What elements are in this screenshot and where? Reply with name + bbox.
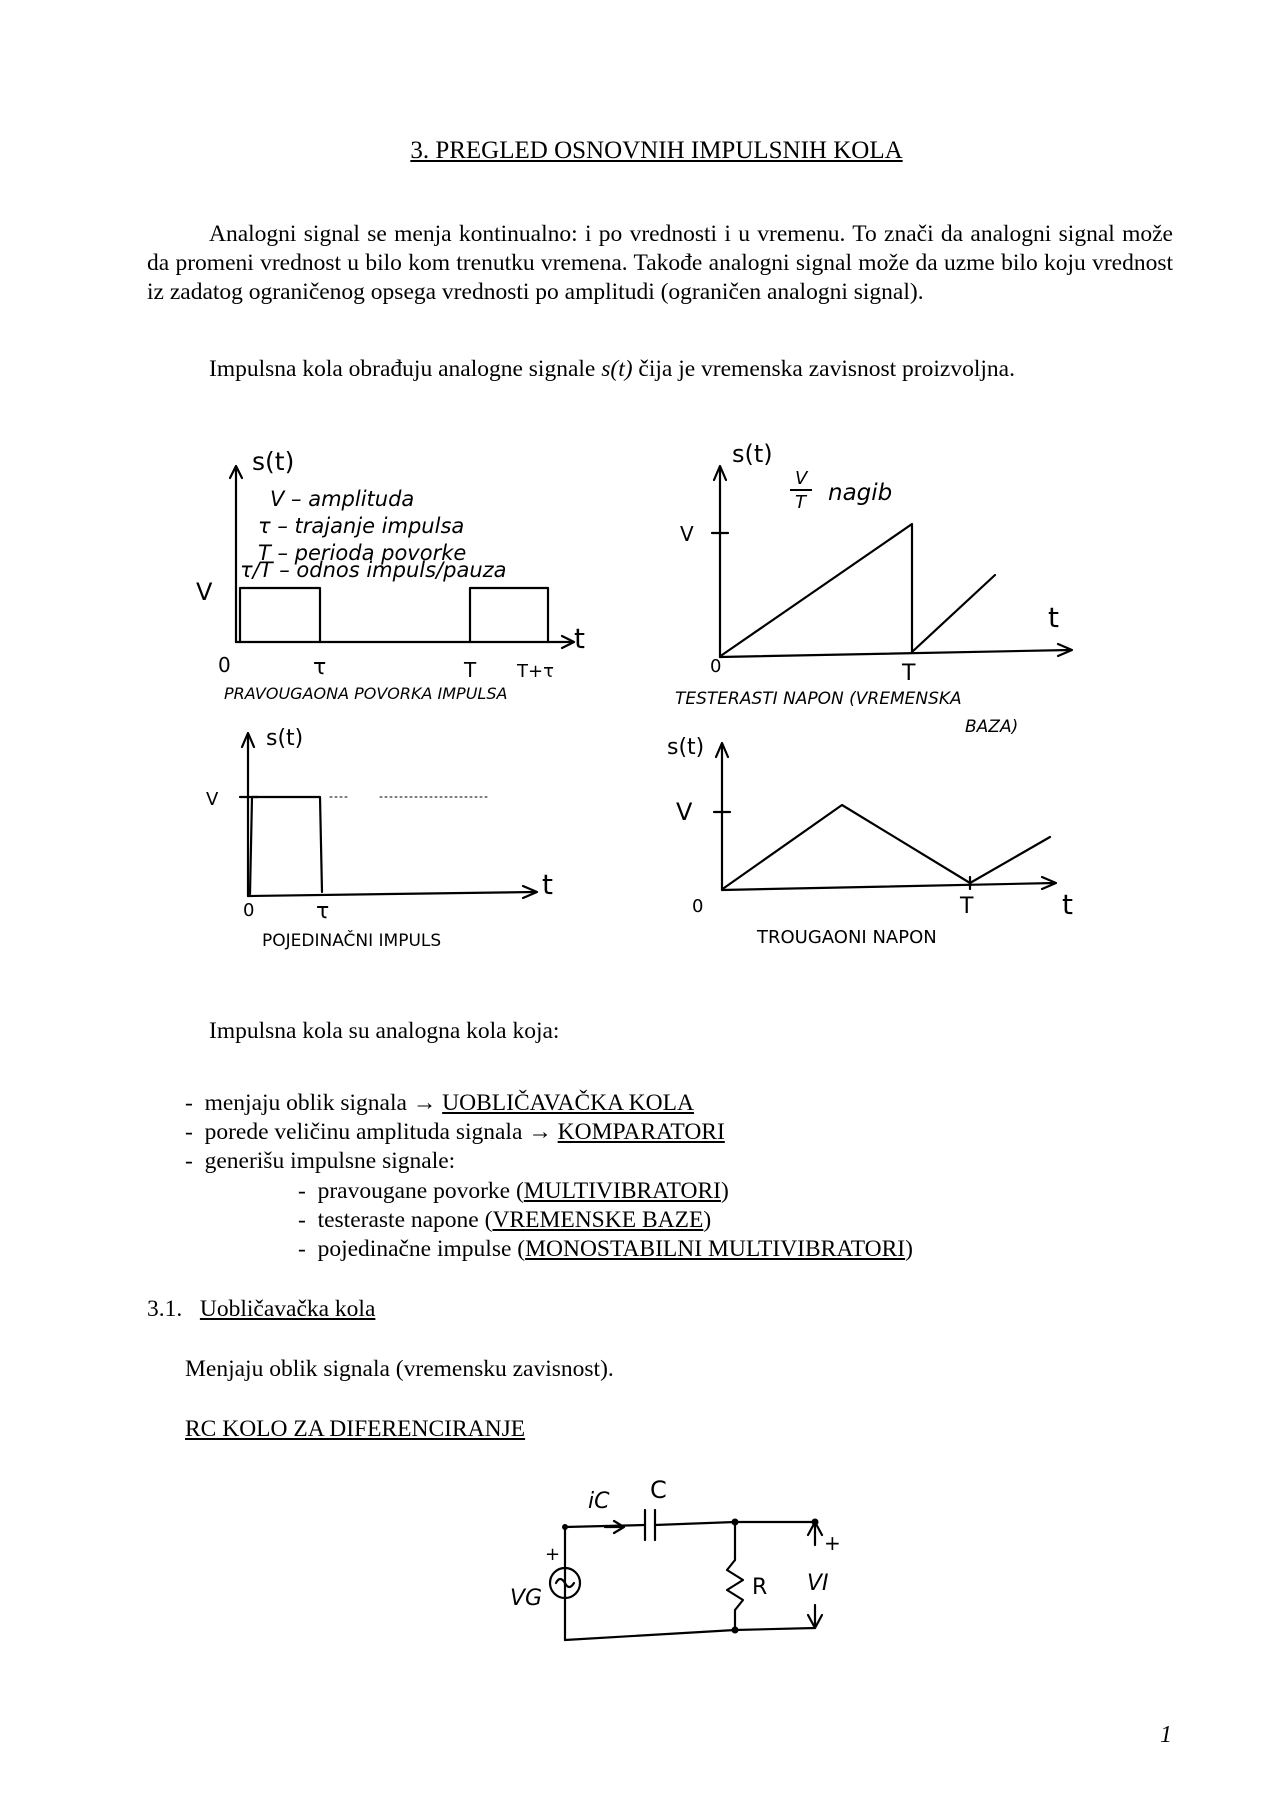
pulse-train-ylabel: s(t) (252, 447, 295, 476)
triangle-plot (714, 743, 1056, 890)
c-label: C (650, 1476, 667, 1504)
sawtooth-ylabel: s(t) (732, 440, 773, 468)
single-pulse-t-axis: t (542, 868, 553, 901)
pulse-2 (470, 588, 548, 642)
vg-label: VG (510, 1586, 543, 1611)
slope-numerator: V (795, 468, 808, 489)
ic-label: iC (588, 1489, 610, 1514)
legend-line-2: τ – trajanje impulsa (258, 514, 465, 538)
list-item: - porede veličinu amplituda signala → KOMPARATORI (185, 1119, 725, 1145)
legend-line-3: T – perioda povorke (258, 541, 467, 565)
pulse-train-origin: 0 (218, 653, 231, 677)
single-pulse-v-label: V (206, 789, 219, 810)
source-plus: + (545, 1544, 561, 1565)
link-vremenske-baze[interactable]: VREMENSKE BAZE (492, 1207, 704, 1233)
sawtooth-origin: 0 (710, 656, 722, 677)
sub-list-item: - pravougane povorke (MULTIVIBRATORI) (298, 1178, 729, 1204)
sawtooth-t-axis: t (1048, 601, 1059, 634)
pulse-train-tau: τ (313, 655, 327, 680)
sub-list-item: - testeraste napone (VREMENSKE BAZE) (298, 1207, 712, 1233)
legend-line-1: V – amplituda (270, 487, 415, 511)
triangle-v-label: V (676, 798, 693, 826)
single-pulse-origin: 0 (243, 900, 255, 921)
pulse-train-t-axis: t (574, 622, 585, 655)
link-uoblicavacka-kola[interactable]: UOBLIČAVAČKA KOLA (442, 1090, 694, 1116)
vi-label: VI (807, 1571, 829, 1596)
triangle-wave (724, 805, 1050, 888)
list-item: - menjaju oblik signala → UOBLIČAVAČKA KOLA (185, 1090, 694, 1116)
sawtooth-T: T (902, 661, 916, 686)
r-label: R (752, 1575, 768, 1600)
sawtooth-v-label: V (680, 522, 694, 546)
link-multivibratori[interactable]: MULTIVIBRATORI (523, 1178, 721, 1204)
triangle-T: T (960, 894, 974, 919)
triangle-caption: TROUGAONI NAPON (757, 927, 937, 948)
page-number: 1 (1160, 1722, 1172, 1748)
pulse-train-caption: PRAVOUGAONA POVORKA IMPULSA (224, 684, 508, 703)
rc-circuit (550, 1510, 822, 1640)
single-pulse-plot (240, 733, 537, 898)
impulsna-sentence: Impulsna kola obrađuju analogne signale s(t) čija je vremenska zavisnost proizvoljna. (209, 356, 1015, 382)
link-monostabilni-multivibratori[interactable]: MONOSTABILNI MULTIVIBRATORI (525, 1236, 906, 1262)
resistor (727, 1560, 743, 1610)
sawtooth-caption-2: BAZA) (965, 717, 1019, 737)
slope-denominator: T (795, 492, 806, 513)
legend-line-4: τ/T – odnos impuls/pauza (240, 558, 507, 582)
sawtooth-caption-1: TESTERASTI NAPON (VREMENSKA (675, 689, 962, 709)
single-pulse-tau: τ (316, 899, 330, 924)
pulse-train-T: T (464, 658, 477, 682)
single-pulse-ylabel: s(t) (266, 726, 304, 751)
sawtooth-wave (722, 524, 995, 655)
pulse-train-T-tau: T+τ (517, 661, 554, 682)
triangle-t-axis: t (1062, 888, 1073, 921)
section-heading: 3.1. Uobličavačka kola (147, 1296, 376, 1322)
kola-intro: Impulsna kola su analogna kola koja: (209, 1018, 560, 1044)
triangle-origin: 0 (692, 896, 704, 917)
intro-paragraph: Analogni signal se menja kontinualno: i po vrednosti i u vremenu. To znači da analogni signal može da promeni vrednost u bilo kom trenutku vremena. Takođe analogni signal može da uzme bilo koju vrednost iz zadatog ograničenog opsega vrednosti po amplitudi (ograničen analogni signal). (147, 221, 1173, 305)
link-komparatori[interactable]: KOMPARATORI (557, 1119, 725, 1145)
triangle-ylabel: s(t) (667, 735, 705, 760)
output-plus: + (824, 1531, 841, 1555)
section-subheading: RC KOLO ZA DIFERENCIRANJE (185, 1416, 526, 1442)
single-pulse (250, 797, 322, 894)
single-pulse-caption: POJEDINAČNI IMPULS (262, 931, 442, 951)
page-title: 3. PREGLED OSNOVNIH IMPULSNIH KOLA (410, 137, 903, 164)
pulse-train-v-label: V (196, 578, 213, 606)
pulse-1 (240, 588, 320, 642)
sub-list-item: - pojedinačne impulse (MONOSTABILNI MULTIVIBRATORI) (298, 1236, 913, 1262)
slope-word: nagib (828, 480, 893, 506)
section-description: Menjaju oblik signala (vremensku zavisnost). (185, 1356, 614, 1382)
list-item: - generišu impulsne signale: (185, 1148, 456, 1174)
